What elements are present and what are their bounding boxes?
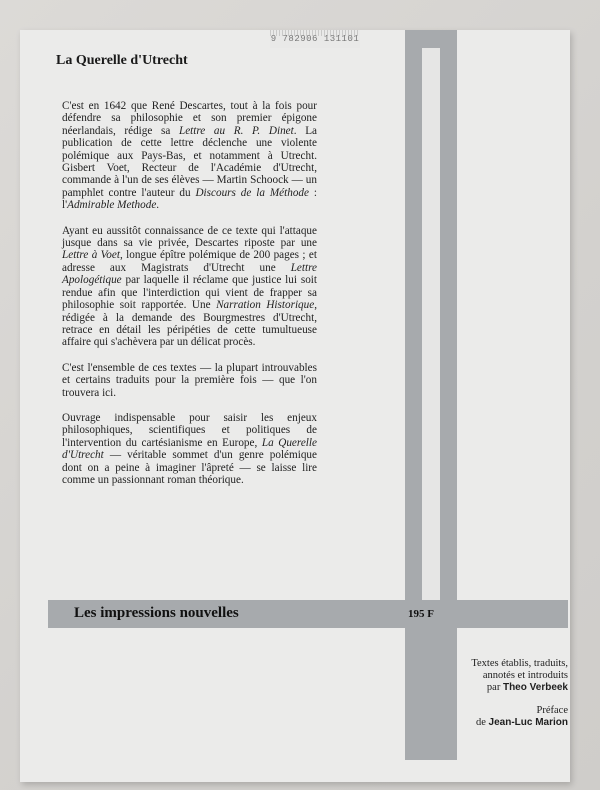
- paragraph-text: par laquelle il réclame que justice lui soit rendue afin que l'interdiction qui vient de frapper sa philosophie soit rapportée. Une: [62, 274, 317, 312]
- publisher-name: Les impressions nouvelles: [74, 605, 239, 621]
- preface-line: [456, 717, 568, 729]
- edited-line-2: annotés et introduits: [482, 670, 568, 682]
- italic-title-text: La Querelle d'Utrecht: [62, 436, 317, 462]
- italic-title-text: Lettre Apologétique: [62, 261, 317, 287]
- preface-author: Jean-Luc Marion: [488, 716, 568, 728]
- paragraph-text: , longue épître polémique de 200 pages ; et adresse aux Magistrats d'Utrecht une: [62, 249, 317, 274]
- paragraph-text: C'est l'ensemble de ces textes — la plupart introuvables et certains traduits pour la première fois — que l'on trouvera ici.: [62, 361, 317, 399]
- isbn-barcode: [270, 30, 360, 48]
- editor-name: Theo Verbeek: [502, 682, 568, 694]
- paragraph-text: : l': [62, 186, 317, 212]
- book-title: La Querelle d'Utrecht: [56, 53, 188, 68]
- blurb-paragraph: [62, 100, 317, 212]
- paragraph-text: Ouvrage indispensable pour saisir les enjeux philosophiques, scientifiques et politiques de l'intervention du cartésianisme en Europe,: [62, 411, 317, 449]
- barcode-stripes: [270, 30, 360, 36]
- edited-line-1: Textes établis, traduits,: [471, 658, 568, 669]
- italic-title-text: Narration Historique: [216, 299, 315, 312]
- italic-title-text: Admirable Methode: [67, 199, 157, 212]
- blurb-text: [62, 100, 317, 499]
- preface-by-prefix: de: [475, 716, 486, 728]
- frame-inner-strip: [422, 48, 440, 600]
- italic-title-text: Lettre à Voet: [62, 249, 120, 262]
- preface-label: Préface: [536, 704, 568, 716]
- blurb-paragraph: [62, 225, 317, 349]
- italic-title-text: Lettre au R. P. Dinet: [178, 124, 294, 137]
- price-label: 195 F: [408, 608, 434, 620]
- barcode-number: 9 782906 131101: [270, 34, 360, 44]
- editor-credit: [456, 658, 568, 695]
- paragraph-text: , rédigée à la demande des Bourgmestres d'Utrecht, retrace en détail les péripéties de cette tumultueuse affaire qui s'achèvera par un délicat procès.: [62, 299, 318, 349]
- credits-block: [456, 658, 568, 739]
- paragraph-text: Ayant eu aussitôt connaissance de ce texte qui l'attaque jusque dans sa vie privée, Descartes riposte par une: [62, 224, 317, 250]
- book-back-cover: [20, 30, 570, 782]
- edited-by-prefix: par: [486, 682, 501, 694]
- paragraph-text: — véritable sommet d'un genre polémique dont on a peine à imaginer l'âpreté — se laisse lire comme un passionnant roman théorique.: [62, 449, 317, 486]
- preface-credit: [456, 705, 568, 729]
- blurb-paragraph: [62, 412, 317, 486]
- paragraph-text: C'est en 1642 que René Descartes, tout à la fois pour défendre sa philosophie et son premier épigone néerlandais, rédige sa: [62, 100, 317, 137]
- italic-title-text: Discours de la Méthode: [195, 186, 309, 199]
- paragraph-text: . La publication de cette lettre déclenche une violente polémique aux Pays-Bas, et notamment à Utrecht. Gisbert Voet, Recteur de l'Académie d'Utrecht, commande à l'un de ses élèves — Martin Schoock — un pamphlet contre l'auteur du: [62, 124, 317, 199]
- paragraph-text: .: [156, 199, 160, 212]
- editor-line: [456, 682, 568, 694]
- blurb-paragraph: [62, 362, 317, 399]
